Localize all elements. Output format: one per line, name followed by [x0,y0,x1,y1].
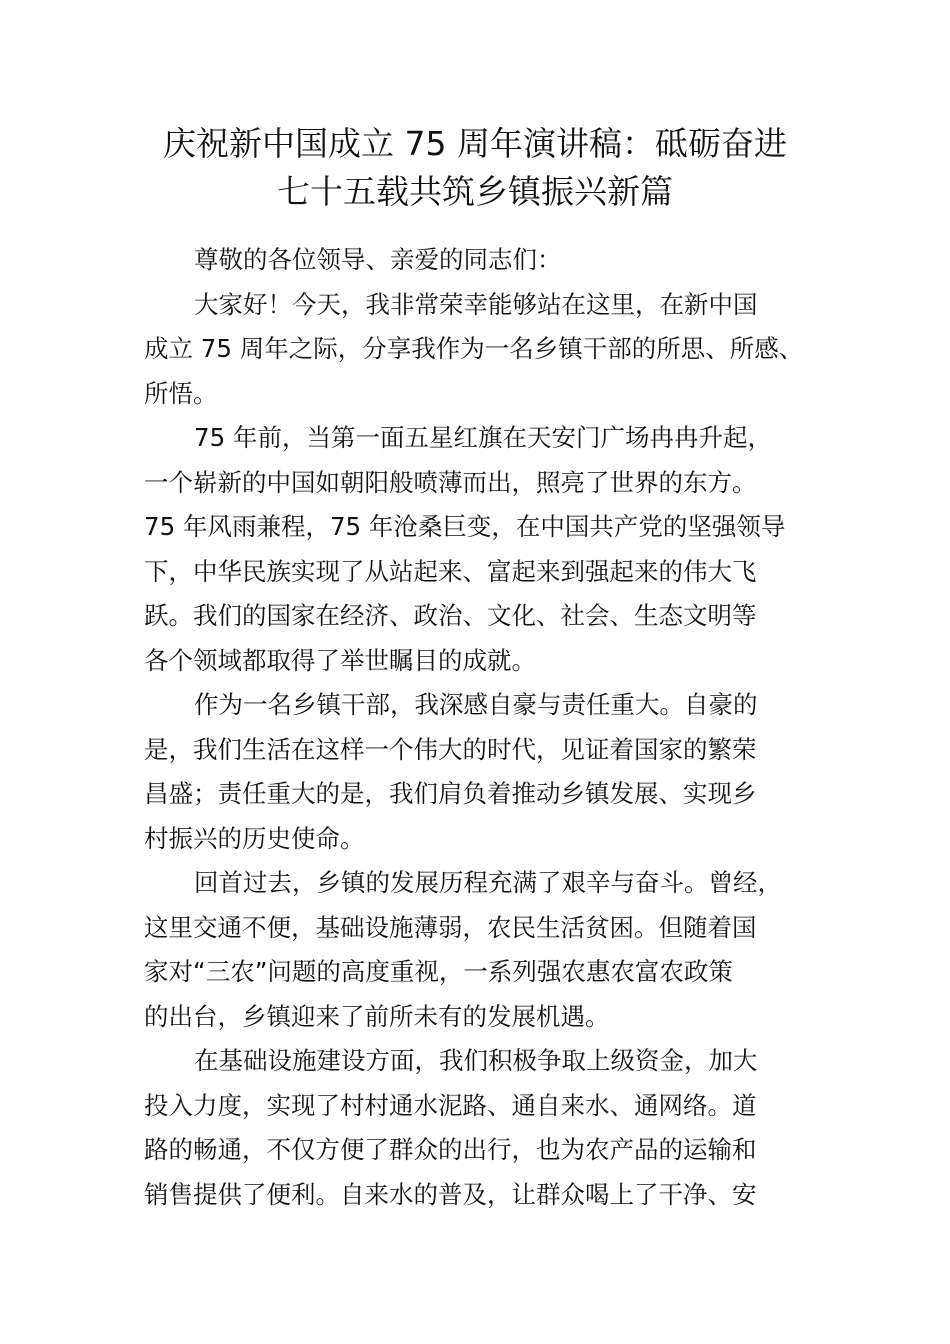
body-text-line: 回首过去，乡镇的发展历程充满了艰辛与奋斗。曾经， [194,868,782,897]
title-line: 七十五载共筑乡镇振兴新篇 [277,172,673,211]
body-text-line: 75 年风雨兼程，75 年沧桑巨变，在中国共产党的坚强领导 [144,512,786,541]
document-title [100,120,850,216]
body-text-line: 在基础设施建设方面，我们积极争取上级资金，加大 [194,1046,758,1075]
body-text-line: 下，中华民族实现了从站起来、富起来到强起来的伟大飞 [144,556,757,586]
body-text-line: 各个领域都取得了举世瞩目的成就。 [144,645,536,675]
body-text-line: 大家好！今天，我非常荣幸能够站在这里，在新中国 [194,289,758,319]
body-text-line: 成立 75 周年之际，分享我作为一名乡镇干部的所思、所感、 [144,334,804,363]
body-text-line: 村振兴的历史使命。 [144,823,365,853]
body-text-line: 昌盛；责任重大的是，我们肩负着推动乡镇发展、实现乡 [144,779,757,808]
body-text-line: 是，我们生活在这样一个伟大的时代，见证着国家的繁荣 [144,734,757,764]
body-text-line: 跃。我们的国家在经济、政治、文化、社会、生态文明等 [144,601,757,630]
body-text-line: 投入力度，实现了村村通水泥路、通自来水、通网络。道 [144,1090,757,1120]
document-body [144,238,814,1217]
body-text-line: 75 年前，当第一面五星红旗在天安门广场冉冉升起， [194,423,772,452]
body-text-line: 这里交通不便，基础设施薄弱，农民生活贫困。但随着国 [144,912,757,942]
body-text-line: 所悟。 [144,378,218,408]
body-text-line: 作为一名乡镇干部，我深感自豪与责任重大。自豪的 [194,690,758,719]
body-text-line: 的出台，乡镇迎来了前所未有的发展机遇。 [144,1001,610,1031]
body-text-line: 尊敬的各位领导、亲爱的同志们： [194,245,562,274]
title-line: 庆祝新中国成立 75 周年演讲稿：砥砺奋进 [163,124,787,163]
body-text-line: 销售提供了便利。自来水的普及，让群众喝上了干净、安 [144,1179,757,1209]
body-text-line: 家对“三农”问题的高度重视，一系列强农惠农富农政策 [144,957,733,986]
body-text-line: 一个崭新的中国如朝阳般喷薄而出，照亮了世界的东方。 [144,467,757,497]
body-text-line: 路的畅通，不仅方便了群众的出行，也为农产品的运输和 [144,1135,757,1164]
